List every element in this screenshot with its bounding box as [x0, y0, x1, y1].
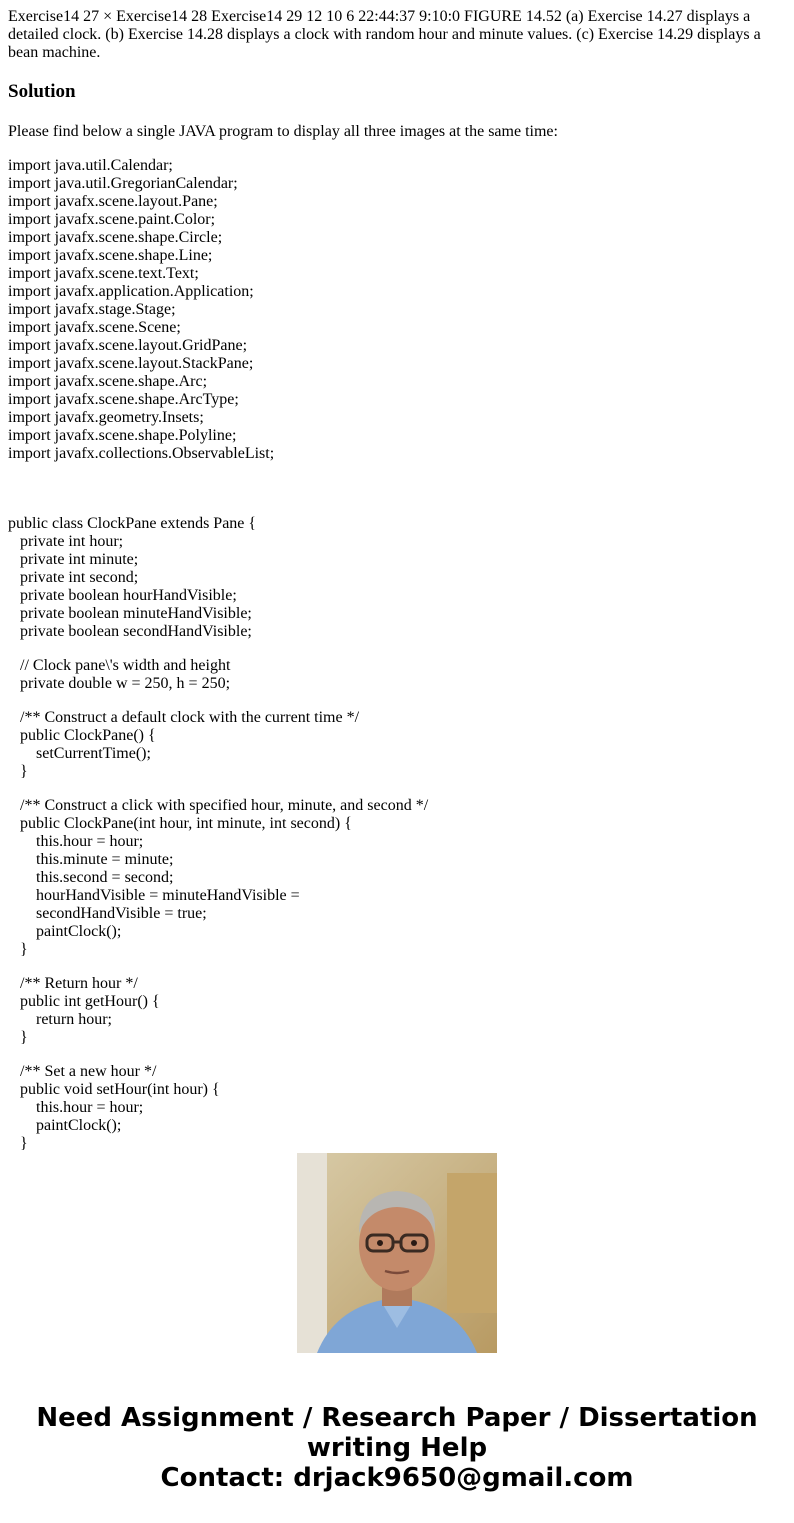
footer-contact-banner [0, 1403, 794, 1493]
code-line: public void setHour(int hour) { [8, 1081, 220, 1098]
code-line: this.hour = hour; [8, 833, 144, 850]
code-line: secondHandVisible = true; [8, 905, 207, 922]
code-line: } [8, 941, 28, 958]
code-line: private int hour; [8, 533, 124, 550]
code-line: hourHandVisible = minuteHandVisible = [8, 887, 300, 904]
code-line: paintClock(); [8, 923, 122, 940]
code-line: paintClock(); [8, 1117, 122, 1134]
code-line: public int getHour() { [8, 993, 160, 1010]
solution-lead-text: Please find below a single JAVA program to display all three images at the same time: [8, 123, 558, 140]
document-content [8, 8, 778, 1152]
code-line: import javafx.scene.layout.StackPane; [8, 355, 254, 372]
footer-line-2: writing Help [306, 1433, 488, 1463]
code-line: this.minute = minute; [8, 851, 174, 868]
code-line: import javafx.scene.layout.Pane; [8, 193, 218, 210]
code-line: private int second; [8, 569, 139, 586]
code-line: import javafx.collections.ObservableList; [8, 445, 275, 462]
code-line: import javafx.scene.shape.Polyline; [8, 427, 237, 444]
code-line: /** Return hour */ [8, 975, 138, 992]
code-line: import javafx.stage.Stage; [8, 301, 176, 318]
code-line: public class ClockPane extends Pane { [8, 515, 257, 532]
author-avatar [297, 1153, 497, 1353]
code-line: } [8, 1029, 28, 1046]
code-line: // Clock pane\'s width and height [8, 657, 231, 674]
code-line: import java.util.Calendar; [8, 157, 173, 174]
code-line: this.hour = hour; [8, 1099, 144, 1116]
code-listing [8, 157, 778, 1152]
avatar-portrait-image [297, 1153, 497, 1353]
code-line: import javafx.geometry.Insets; [8, 409, 204, 426]
exercise-description: Exercise14 27 × Exercise14 28 Exercise14 29 12 10 6 22:44:37 9:10:0 FIGURE 14.52 (a) Exercise 14.27 displays a detailed clock. (b) Exercise 14.28 displays a clock with random hour and minute values. (c) Exercise 14.29 displays a bean machine. [8, 8, 761, 61]
code-line: import javafx.scene.text.Text; [8, 265, 199, 282]
code-line: } [8, 1135, 28, 1152]
code-line: import java.util.GregorianCalendar; [8, 175, 238, 192]
code-line: import javafx.scene.Scene; [8, 319, 181, 336]
code-line: private int minute; [8, 551, 139, 568]
code-line: import javafx.scene.layout.GridPane; [8, 337, 248, 354]
code-line: /** Set a new hour */ [8, 1063, 157, 1080]
code-line: private double w = 250, h = 250; [8, 675, 231, 692]
code-line: /** Construct a default clock with the current time */ [8, 709, 360, 726]
code-line: import javafx.scene.shape.Arc; [8, 373, 208, 390]
code-line: import javafx.scene.shape.Circle; [8, 229, 223, 246]
code-line: public ClockPane() { [8, 727, 156, 744]
code-line: private boolean minuteHandVisible; [8, 605, 252, 622]
footer-line-1: Need Assignment / Research Paper / Dissertation [36, 1403, 758, 1433]
code-line: } [8, 763, 28, 780]
footer-contact-email: Contact: drjack9650@gmail.com [160, 1463, 634, 1493]
code-line: /** Construct a click with specified hour, minute, and second */ [8, 797, 429, 814]
code-line: import javafx.application.Application; [8, 283, 254, 300]
code-line: setCurrentTime(); [8, 745, 151, 762]
solution-heading: Solution [8, 81, 76, 102]
code-line [8, 481, 778, 499]
code-line: this.second = second; [8, 869, 174, 886]
code-line: return hour; [8, 1011, 112, 1028]
code-line: import javafx.scene.shape.Line; [8, 247, 213, 264]
code-line: import javafx.scene.paint.Color; [8, 211, 216, 228]
code-line: private boolean secondHandVisible; [8, 623, 252, 640]
code-line: public ClockPane(int hour, int minute, int second) { [8, 815, 352, 832]
code-line: private boolean hourHandVisible; [8, 587, 237, 604]
code-line [8, 463, 778, 481]
code-line: import javafx.scene.shape.ArcType; [8, 391, 239, 408]
